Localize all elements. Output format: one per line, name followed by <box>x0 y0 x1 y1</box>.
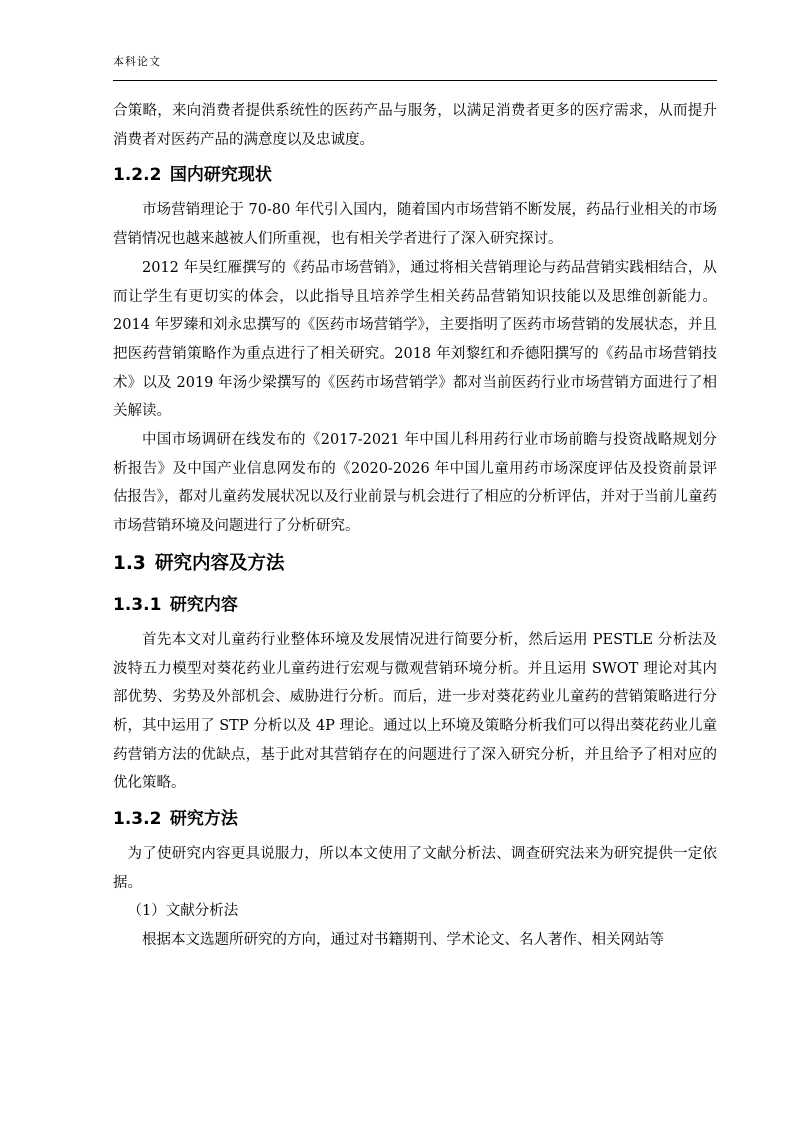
paragraph-domestic-3: 中国市场调研在线发布的《2017-2021 年中国儿科用药行业市场前瞻与投资战略规划分析报告》及中国产业信息网发布的《2020-2026 年中国儿童用药市场深度评估及投资前景评估报告》，都对儿童药发展状况以及行业前景与机会进行了相应的分析评估，并对于当前儿童药市场营销环境及问题进行了分析研究。 <box>113 432 717 535</box>
paragraph-method-intro: 为了使研究内容更具说服力，所以本文使用了文献分析法、调查研究法来为研究提供一定依据。 <box>113 846 717 891</box>
section-number: 1.3 <box>113 552 146 574</box>
section-title: 国内研究现状 <box>169 165 272 186</box>
section-number: 1.3.2 <box>113 809 162 830</box>
section-number: 1.3.1 <box>113 594 162 615</box>
section-title: 研究内容 <box>169 594 238 615</box>
paragraph-continuation: 合策略，来向消费者提供系统性的医药产品与服务，以满足消费者更多的医疗需求，从而提升消费者对医药产品的满意度以及忠诚度。 <box>113 103 717 148</box>
page-content <box>113 97 717 955</box>
section-number: 1.2.2 <box>113 165 162 186</box>
header-rule <box>113 80 717 81</box>
section-title: 研究方法 <box>169 809 238 830</box>
paragraph-domestic-2: 2012 年吴红雁撰写的《药品市场营销》，通过将相关营销理论与药品营销实践相结合，从而让学生有更切实的体会，以此指导且培养学生相关药品营销知识技能以及思维创新能力。2014 年罗臻和刘永忠撰写的《医药市场营销学》，主要指明了医药市场营销的发展状态，并且把医药营销策略作为重点进行了相关研究。2018 年刘黎红和乔德阳撰写的《药品市场营销技术》以及 2019 年汤少梁撰写的《医药市场营销学》都对当前医药行业市场营销方面进行了相关解读。 <box>113 259 717 420</box>
heading-1-2-2 <box>113 157 717 193</box>
paragraph-research-content: 首先本文对儿童药行业整体环境及发展情况进行简要分析，然后运用 PESTLE 分析法及波特五力模型对葵花药业儿童药进行宏观与微观营销环境分析。并且运用 SWOT 理论对其内部优势、劣势及外部机会、威胁进行分析。而后，进一步对葵花药业儿童药的营销策略进行分析，其中运用了 STP 分析以及 4P 理论。通过以上环境及策略分析我们可以得出葵花药业儿童药营销方法的优缺点，基于此对其营销存在的问题进行了深入研究分析，并且给予了相对应的优化策略。 <box>113 631 717 792</box>
paragraph-method-1-text: 根据本文选题所研究的方向，通过对书籍期刊、学术论文、名人著作、相关网站等 <box>142 932 664 949</box>
page-header: 本科论文 <box>113 55 161 68</box>
heading-1-3-2 <box>113 801 717 837</box>
section-title: 研究内容及方法 <box>155 552 285 574</box>
heading-1-3 <box>113 544 717 584</box>
paragraph-domestic-1: 市场营销理论于 70-80 年代引入国内，随着国内市场营销不断发展，药品行业相关的市场营销情况也越来越被人们所重视，也有相关学者进行了深入研究探讨。 <box>113 202 717 248</box>
heading-1-3-1 <box>113 587 717 623</box>
paragraph-method-1-label: （1）文献分析法 <box>127 903 239 920</box>
